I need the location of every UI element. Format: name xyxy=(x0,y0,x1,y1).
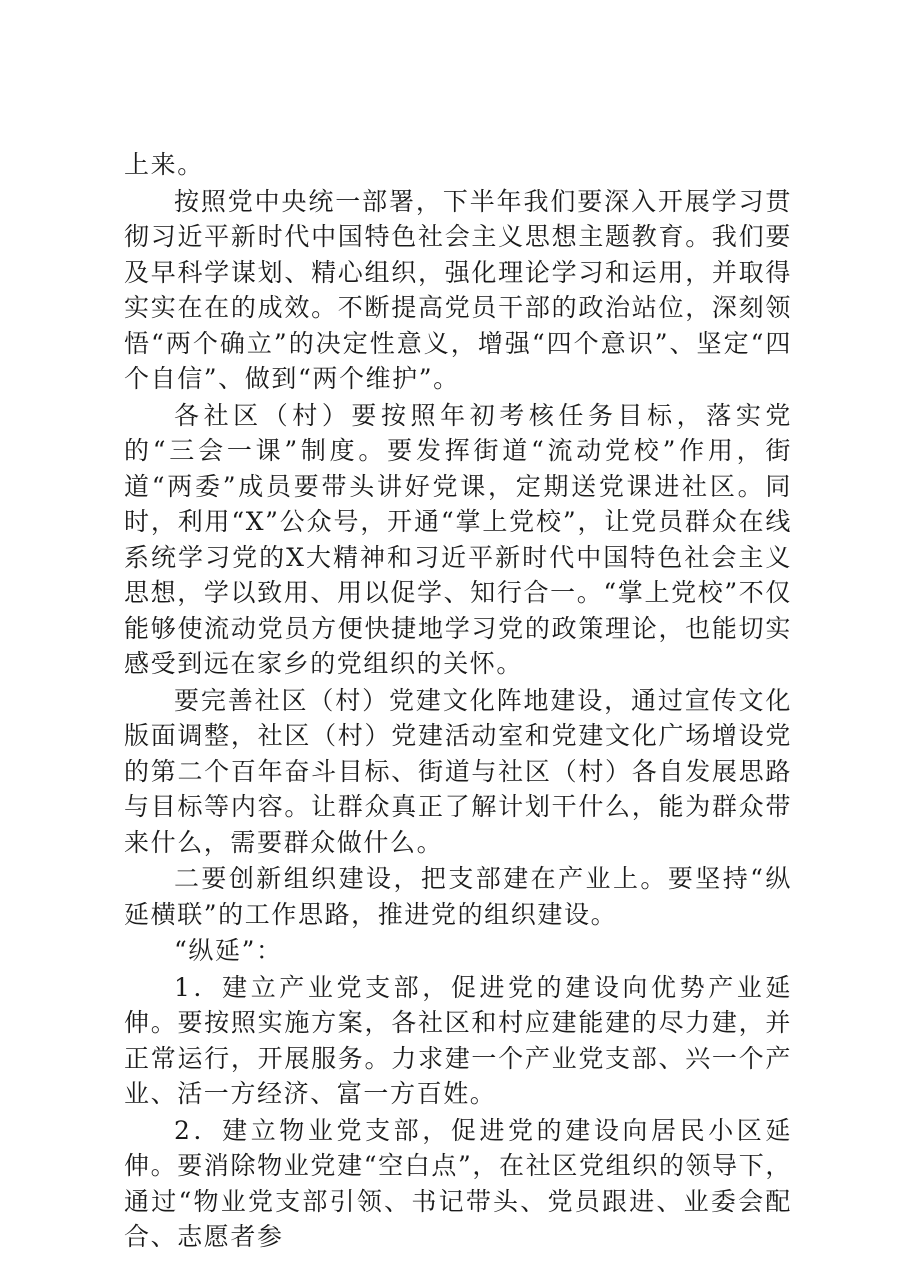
paragraph-3: 各社区（村）要按照年初考核任务目标，落实党的“三会一课”制度。要发挥街道“流动党校”作用，街道“两委”成员要带头讲好党课，定期送党课进社区。同时，利用“X”公众号，开通“掌上党校”，让党员群众在线系统学习党的X大精神和习近平新时代中国特色社会主义思想，学以致用、用以促学、知行合一。“掌上党校”不仅能够使流动党员方便快捷地学习党的政策理论，也能切实感受到远在家乡的党组织的关怀。 xyxy=(124,400,792,678)
paragraph-1: 上来。 xyxy=(124,150,204,179)
paragraph-6: “纵延”： xyxy=(174,936,283,965)
paragraph-4: 要完善社区（村）党建文化阵地建设，通过宣传文化版面调整，社区（村）党建活动室和党建文化广场增设党的第二个百年奋斗目标、街道与社区（村）各自发展思路与目标等内容。让群众真正了解计划干什么，能为群众带来什么，需要群众做什么。 xyxy=(124,685,792,857)
paragraph-5: 二要创新组织建设，把支部建在产业上。要坚持“纵延横联”的工作思路，推进党的组织建设。 xyxy=(124,864,792,929)
document-body xyxy=(124,147,792,1256)
paragraph-8: 2．建立物业党支部，促进党的建设向居民小区延伸。要消除物业党建“空白点”，在社区党组织的领导下，通过“物业党支部引领、书记带头、党员跟进、业委会配合、志愿者参 xyxy=(124,1115,792,1251)
paragraph-2: 按照党中央统一部署，下半年我们要深入开展学习贯彻习近平新时代中国特色社会主义思想主题教育。我们要及早科学谋划、精心组织，强化理论学习和运用，并取得实实在在的成效。不断提高党员干部的政治站位，深刻领悟“两个确立”的决定性意义，增强“四个意识”、坚定“四个自信”、做到“两个维护”。 xyxy=(124,186,792,393)
paragraph-7: 1．建立产业党支部，促进党的建设向优势产业延伸。要按照实施方案，各社区和村应建能建的尽力建，并正常运行，开展服务。力求建一个产业党支部、兴一个产业、活一方经济、富一方百姓。 xyxy=(124,972,792,1108)
